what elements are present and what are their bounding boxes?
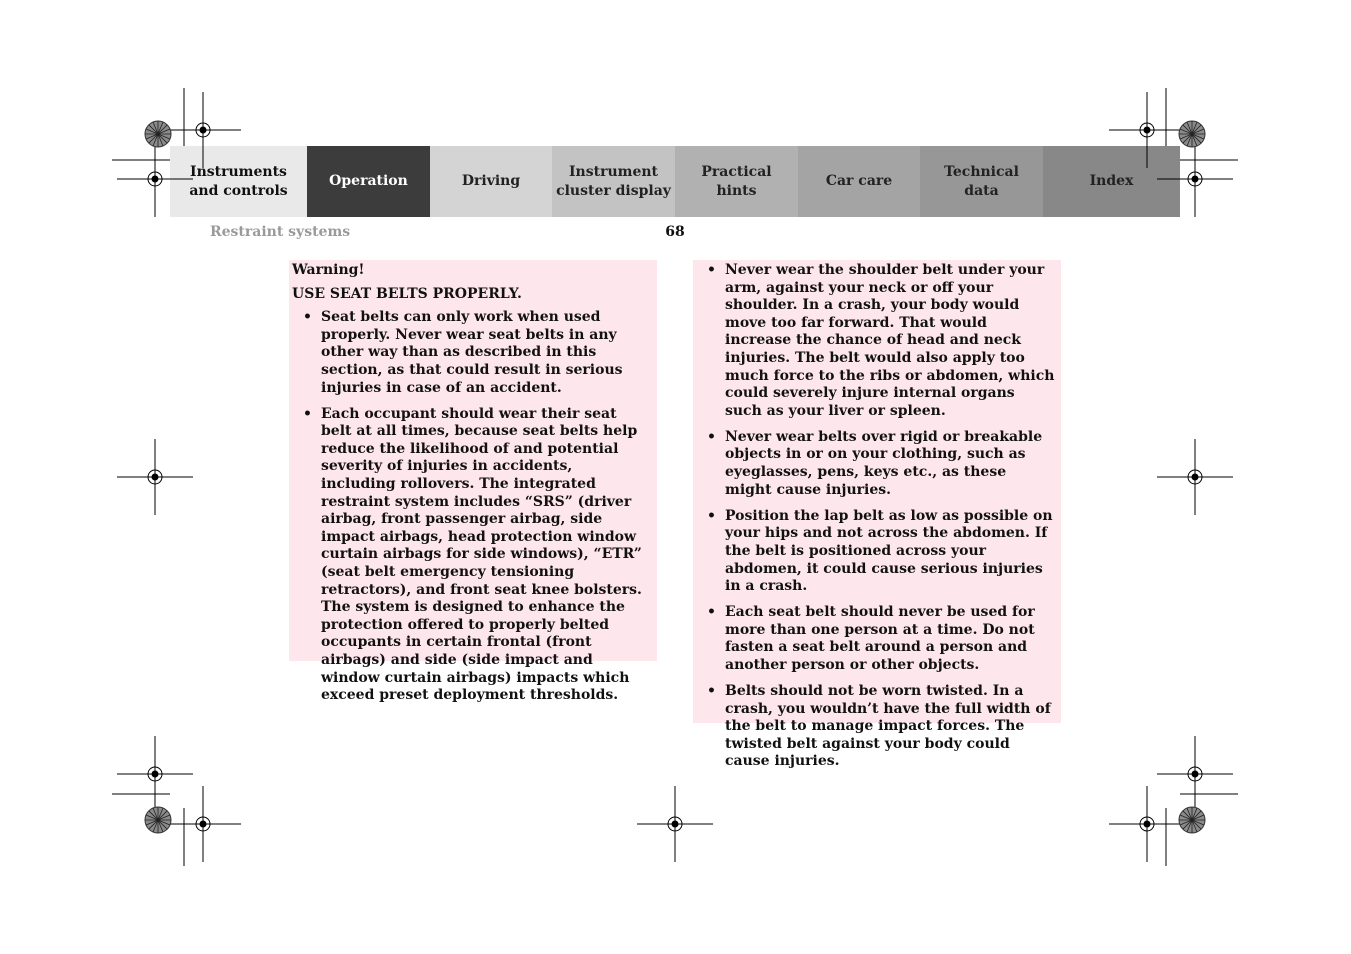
registration-mark-icon [117, 141, 193, 217]
tab-instrument-cluster-display[interactable]: Instrument cluster display [552, 146, 675, 217]
warning-heading: Warning! [292, 262, 365, 278]
registration-mark-icon [1157, 736, 1233, 812]
tab-car-care[interactable]: Car care [798, 146, 920, 217]
bullet-icon: • [707, 428, 716, 445]
tab-driving[interactable]: Driving [430, 146, 552, 217]
list-item-text: Belts should not be worn twisted. In a crash, you wouldn’t have the full width of the belt to manage impact forces. The twisted belt against your body could cause injuries. [725, 683, 1051, 770]
registration-mark-icon [117, 439, 193, 515]
list-item-text: Position the lap belt as low as possible on your hips and not across the abdomen. If the belt is positioned across your abdomen, it could cause serious injuries in a crash. [725, 507, 1053, 595]
registration-mark-icon [165, 786, 241, 862]
warning-subheading: USE SEAT BELTS PROPERLY. [292, 285, 522, 302]
color-wheel-icon [145, 121, 171, 147]
bullet-icon: • [707, 262, 716, 278]
color-wheel-icon [1179, 807, 1205, 833]
color-wheel-icon [1179, 121, 1205, 147]
registration-mark-icon [1109, 92, 1185, 168]
list-item-text: Never wear the shoulder belt under your arm, against your neck or off your shoulder. In a crash, your body would move too far forward. That would increase the chance of head and neck injuries. The belt would also apply too much force to the ribs or abdomen, which could severely injure internal organs such as your liver or spleen. [725, 262, 1055, 419]
registration-mark-icon [1157, 141, 1233, 217]
registration-mark-icon [1109, 786, 1185, 862]
bullet-icon: • [707, 507, 716, 524]
tab-technical-data[interactable]: Technical data [920, 146, 1043, 217]
page-number: 68 [665, 224, 685, 240]
list-item-text: Seat belts can only work when used properly. Never wear seat belts in any other way than as described in this section, as that could result in serious injuries in case of an accident. [321, 309, 623, 396]
color-wheel-icon [145, 807, 171, 833]
bullet-icon: • [303, 309, 312, 326]
bullet-icon: • [707, 683, 716, 700]
registration-mark-icon [1157, 439, 1233, 515]
bullet-icon: • [707, 604, 716, 621]
tab-practical-hints[interactable]: Practical hints [675, 146, 798, 217]
tab-index[interactable]: Index [1043, 146, 1180, 217]
list-item-text: Each occupant should wear their seat belt at all times, because seat belts help reduce the likelihood of and potential severity of injuries in accidents, including rollovers. The integrated restraint system includes “SRS” (driver airbag, front passenger airbag, side impact airbags, head protection window curtain airbags for side windows), “ETR” (seat belt emergency tensioning retractors), and front seat knee bolsters. The system is designed to enhance the protection offered to properly belted occupants in certain frontal (front airbags) and side (side impact and window curtain airbags) impacts which exceed preset deployment thresholds. [321, 405, 642, 704]
tab-instruments-and-controls[interactable]: Instruments and controls [170, 146, 307, 217]
list-item-text: Each seat belt should never be used for more than one person at a time. Do not fasten a seat belt around a person and another person or other objects. [725, 604, 1035, 673]
tab-operation[interactable]: Operation [307, 146, 430, 217]
section-title: Restraint systems [210, 224, 351, 240]
bullet-icon: • [303, 405, 312, 422]
registration-mark-icon [637, 786, 713, 862]
registration-mark-icon [117, 736, 193, 812]
registration-mark-icon [165, 92, 241, 168]
list-item-text: Never wear belts over rigid or breakable objects in or on your clothing, such as eyeglasses, pens, keys etc., as these might cause injuries. [725, 428, 1043, 498]
